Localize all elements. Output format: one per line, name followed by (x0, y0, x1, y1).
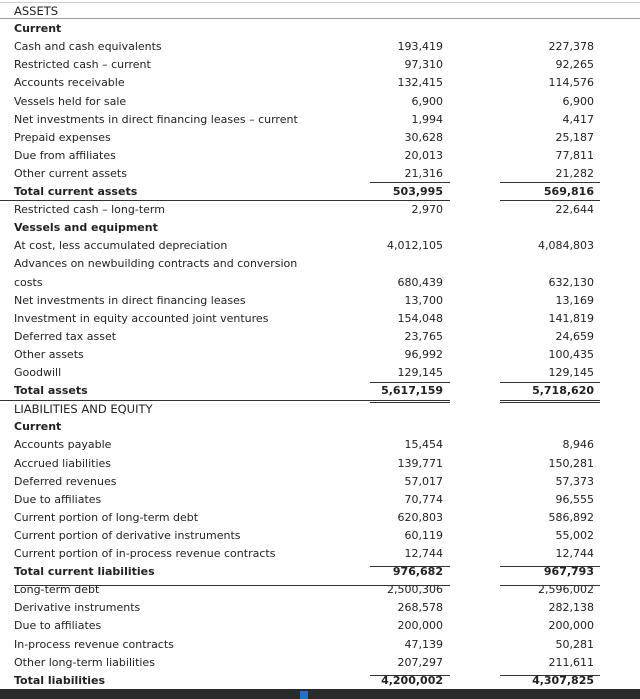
value-col2: 4,084,803 (538, 239, 594, 253)
value-col1: 4,200,002 (381, 673, 443, 687)
table-row (0, 454, 640, 472)
value-col2: 114,576 (548, 76, 594, 90)
table-row (0, 164, 640, 182)
row-label: Advances on newbuilding contracts and conversion (14, 257, 298, 271)
value-col1: 6,900 (411, 94, 443, 108)
table-row (0, 381, 640, 399)
value-col1: 15,454 (404, 438, 443, 452)
row-label: Investment in equity accounted joint ventures (14, 311, 269, 325)
table-rule (0, 18, 640, 19)
table-row (0, 273, 640, 291)
row-label: Due from affiliates (14, 148, 116, 162)
value-col2: 100,435 (548, 347, 594, 361)
table-rule (370, 382, 450, 383)
table-row (0, 327, 640, 345)
table-rule (0, 200, 450, 201)
table-rule (0, 400, 450, 401)
table-row (0, 182, 640, 200)
table-row (0, 526, 640, 544)
row-label: Goodwill (14, 366, 62, 379)
value-col1: 207,297 (397, 655, 443, 669)
row-label: Accounts payable (14, 438, 112, 452)
row-label: ASSETS (14, 4, 59, 18)
row-label: At cost, less accumulated depreciation (14, 239, 228, 253)
table-rule (500, 566, 600, 567)
value-col2: 25,187 (555, 130, 594, 144)
table-row (0, 363, 640, 381)
value-col1: 5,617,159 (381, 384, 443, 398)
value-col2: 13,169 (555, 293, 594, 307)
row-label: Derivative instruments (14, 601, 141, 615)
row-label: Net investments in direct financing leases (14, 293, 246, 307)
value-col2: 57,373 (555, 474, 594, 488)
value-col2: 24,659 (555, 329, 594, 343)
table-rule (500, 675, 600, 676)
table-row (0, 345, 640, 363)
table-row (0, 1, 640, 19)
row-label: Deferred revenues (14, 474, 117, 488)
value-col1: 2,500,306 (387, 583, 443, 597)
row-label: Total assets (14, 384, 88, 398)
row-label: Current portion of in-process revenue contracts (14, 547, 276, 560)
value-col1: 57,017 (404, 474, 443, 488)
value-col1: 132,415 (397, 76, 443, 90)
row-label: Total current liabilities (14, 565, 155, 579)
table-row (0, 544, 640, 562)
value-col1: 680,439 (397, 275, 443, 289)
value-col1: 12,744 (404, 547, 443, 560)
taskbar (0, 689, 640, 699)
row-label: Other current assets (14, 166, 127, 180)
table-row (0, 200, 640, 218)
table-row (0, 128, 640, 146)
table-row (0, 653, 640, 671)
table-row (0, 472, 640, 490)
row-label: Accounts receivable (14, 76, 125, 90)
row-label: costs (14, 275, 43, 289)
value-col2: 632,130 (548, 275, 594, 289)
row-label: Prepaid expenses (14, 130, 111, 144)
table-row (0, 291, 640, 309)
table-row (0, 309, 640, 327)
value-col1: 2,970 (411, 203, 443, 217)
value-col2: 200,000 (548, 619, 594, 633)
value-col2: 569,816 (543, 185, 594, 198)
table-row (0, 671, 640, 689)
table-row (0, 435, 640, 453)
table-row (0, 635, 640, 653)
row-label: Net investments in direct financing leases – current (14, 112, 298, 126)
table-rule (500, 182, 600, 183)
value-col2: 4,417 (562, 112, 594, 126)
row-label: Vessels and equipment (14, 221, 158, 235)
table-rule (500, 382, 600, 383)
value-col2: 50,281 (555, 637, 594, 651)
value-col1: 60,119 (404, 528, 443, 542)
row-label: Total current assets (14, 185, 138, 198)
value-col2: 150,281 (548, 456, 594, 470)
table-rule (500, 400, 600, 401)
value-col1: 13,700 (404, 293, 443, 307)
row-label: Restricted cash – long-term (14, 203, 165, 217)
table-row (0, 146, 640, 164)
row-label: Due to affiliates (14, 619, 102, 633)
value-col2: 4,307,825 (532, 673, 594, 687)
value-col2: 96,555 (555, 492, 594, 506)
value-col1: 20,013 (404, 148, 443, 162)
table-row (0, 73, 640, 91)
table-row (0, 236, 640, 254)
value-col2: 2,596,002 (538, 583, 594, 597)
table-rule (370, 402, 450, 403)
value-col2: 5,718,620 (532, 384, 594, 398)
value-col1: 23,765 (404, 329, 443, 343)
value-col1: 30,628 (404, 130, 443, 144)
value-col1: 200,000 (397, 619, 443, 633)
value-col2: 22,644 (555, 203, 594, 217)
row-label: Vessels held for sale (14, 94, 127, 108)
row-label: Restricted cash – current (14, 58, 151, 72)
value-col2: 227,378 (548, 40, 594, 54)
value-col2: 6,900 (562, 94, 594, 108)
table-row (0, 37, 640, 55)
row-label: Deferred tax asset (14, 329, 117, 343)
row-label: Cash and cash equivalents (14, 40, 162, 54)
value-col1: 139,771 (397, 456, 443, 470)
table-row (0, 254, 640, 272)
value-col1: 620,803 (397, 510, 443, 524)
value-col2: 55,002 (555, 528, 594, 542)
value-col2: 586,892 (548, 510, 594, 524)
row-label: Current portion of long-term debt (14, 510, 199, 524)
row-label: Current portion of derivative instruments (14, 528, 241, 542)
table-rule (370, 182, 450, 183)
table-row (0, 598, 640, 616)
value-col2: 77,811 (555, 148, 594, 162)
table-rule (14, 585, 450, 586)
table-row (0, 218, 640, 236)
value-col1: 193,419 (397, 40, 443, 54)
value-col2: 21,282 (555, 166, 594, 180)
table-row (0, 508, 640, 526)
table-row (0, 616, 640, 634)
table-rule (500, 402, 600, 403)
row-label: Other assets (14, 347, 84, 361)
value-col2: 211,611 (548, 655, 594, 669)
value-col1: 47,139 (404, 637, 443, 651)
value-col2: 967,793 (543, 565, 594, 579)
value-col1: 1,994 (411, 112, 443, 126)
table-row (0, 580, 640, 598)
value-col1: 70,774 (404, 492, 443, 506)
value-col2: 129,145 (548, 366, 594, 379)
table-row (0, 417, 640, 435)
value-col2: 8,946 (562, 438, 594, 452)
row-label: Due to affiliates (14, 492, 102, 506)
value-col2: 282,138 (548, 601, 594, 615)
table-rule (500, 200, 600, 201)
value-col1: 503,995 (392, 185, 443, 198)
table-rule (370, 566, 450, 567)
value-col1: 21,316 (404, 166, 443, 180)
value-col1: 97,310 (404, 58, 443, 72)
row-label: Total liabilities (14, 673, 106, 687)
value-col1: 976,682 (392, 565, 443, 579)
row-label: Other long-term liabilities (14, 655, 155, 669)
value-col2: 141,819 (548, 311, 594, 325)
row-label: In-process revenue contracts (14, 637, 174, 651)
value-col2: 12,744 (555, 547, 594, 560)
taskbar-app-icon[interactable] (300, 691, 308, 699)
value-col1: 96,992 (404, 347, 443, 361)
table-row (0, 55, 640, 73)
value-col1: 154,048 (397, 311, 443, 325)
table-row (0, 562, 640, 580)
value-col2: 92,265 (555, 58, 594, 72)
row-label: Accrued liabilities (14, 456, 112, 470)
table-row (0, 110, 640, 128)
value-col1: 268,578 (397, 601, 443, 615)
table-row (0, 490, 640, 508)
table-row (0, 19, 640, 37)
row-label: Current (14, 22, 62, 36)
table-rule (370, 675, 450, 676)
table-rule (500, 585, 600, 586)
row-label: Long-term debt (14, 583, 100, 597)
value-col1: 4,012,105 (387, 239, 443, 253)
row-label: LIABILITIES AND EQUITY (14, 402, 153, 417)
table-row (0, 92, 640, 110)
row-label: Current (14, 420, 62, 434)
value-col1: 129,145 (397, 366, 443, 379)
